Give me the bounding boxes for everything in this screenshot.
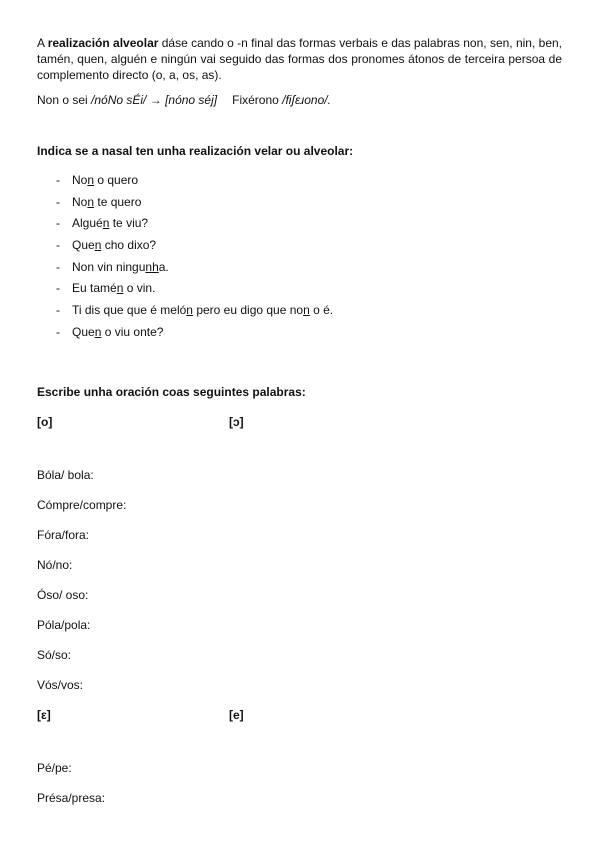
intro-bold-term: realización alveolar <box>47 36 159 50</box>
word-prompt: Nó/no: <box>37 558 73 572</box>
word-prompt: Vós/vos: <box>37 678 84 692</box>
column-label-o-open: [ɔ] <box>229 415 244 429</box>
intro-lead: A <box>37 36 48 50</box>
column-label-o-closed: [o] <box>37 415 53 429</box>
example-phonemic-2: /fiʃɛɹono/. <box>282 93 331 107</box>
word-prompt: Pé/pe: <box>37 761 72 775</box>
column-label-e-closed: [e] <box>229 708 244 722</box>
section2-heading: Escribe unha oración coas seguintes palabras: <box>37 385 306 399</box>
example-arrow: → <box>146 93 166 107</box>
intro-rest: dáse cando o -n final das formas verbais e das palabras non, sen, nin, ben, tamén, quen, alguén e ningún vai seguido das formas dos pronomes átonos de terceira persoa de complemento directo (o, a, os, as). <box>37 36 563 82</box>
word-prompt: Cómpre/compre: <box>37 498 127 512</box>
word-prompt: Présa/presa: <box>37 791 106 805</box>
example-line <box>37 93 331 107</box>
word-prompt: Fóra/fora: <box>37 528 90 542</box>
intro-paragraph <box>37 35 562 83</box>
example-text-2: Fixérono <box>232 93 283 107</box>
example-phonetic-1: [nóno séj] <box>165 93 218 107</box>
word-prompt: Óso/ oso: <box>37 588 89 602</box>
word-prompt: Só/so: <box>37 648 72 662</box>
example-phonemic-1: /nóNo sÉi/ <box>91 93 147 107</box>
column-label-e-open: [ε] <box>37 708 51 722</box>
example-text-1: Non o sei <box>37 93 92 107</box>
section1-heading: Indica se a nasal ten unha realización velar ou alveolar: <box>37 144 354 158</box>
word-prompt: Póla/pola: <box>37 618 91 632</box>
word-prompt: Bóla/ bola: <box>37 468 94 482</box>
